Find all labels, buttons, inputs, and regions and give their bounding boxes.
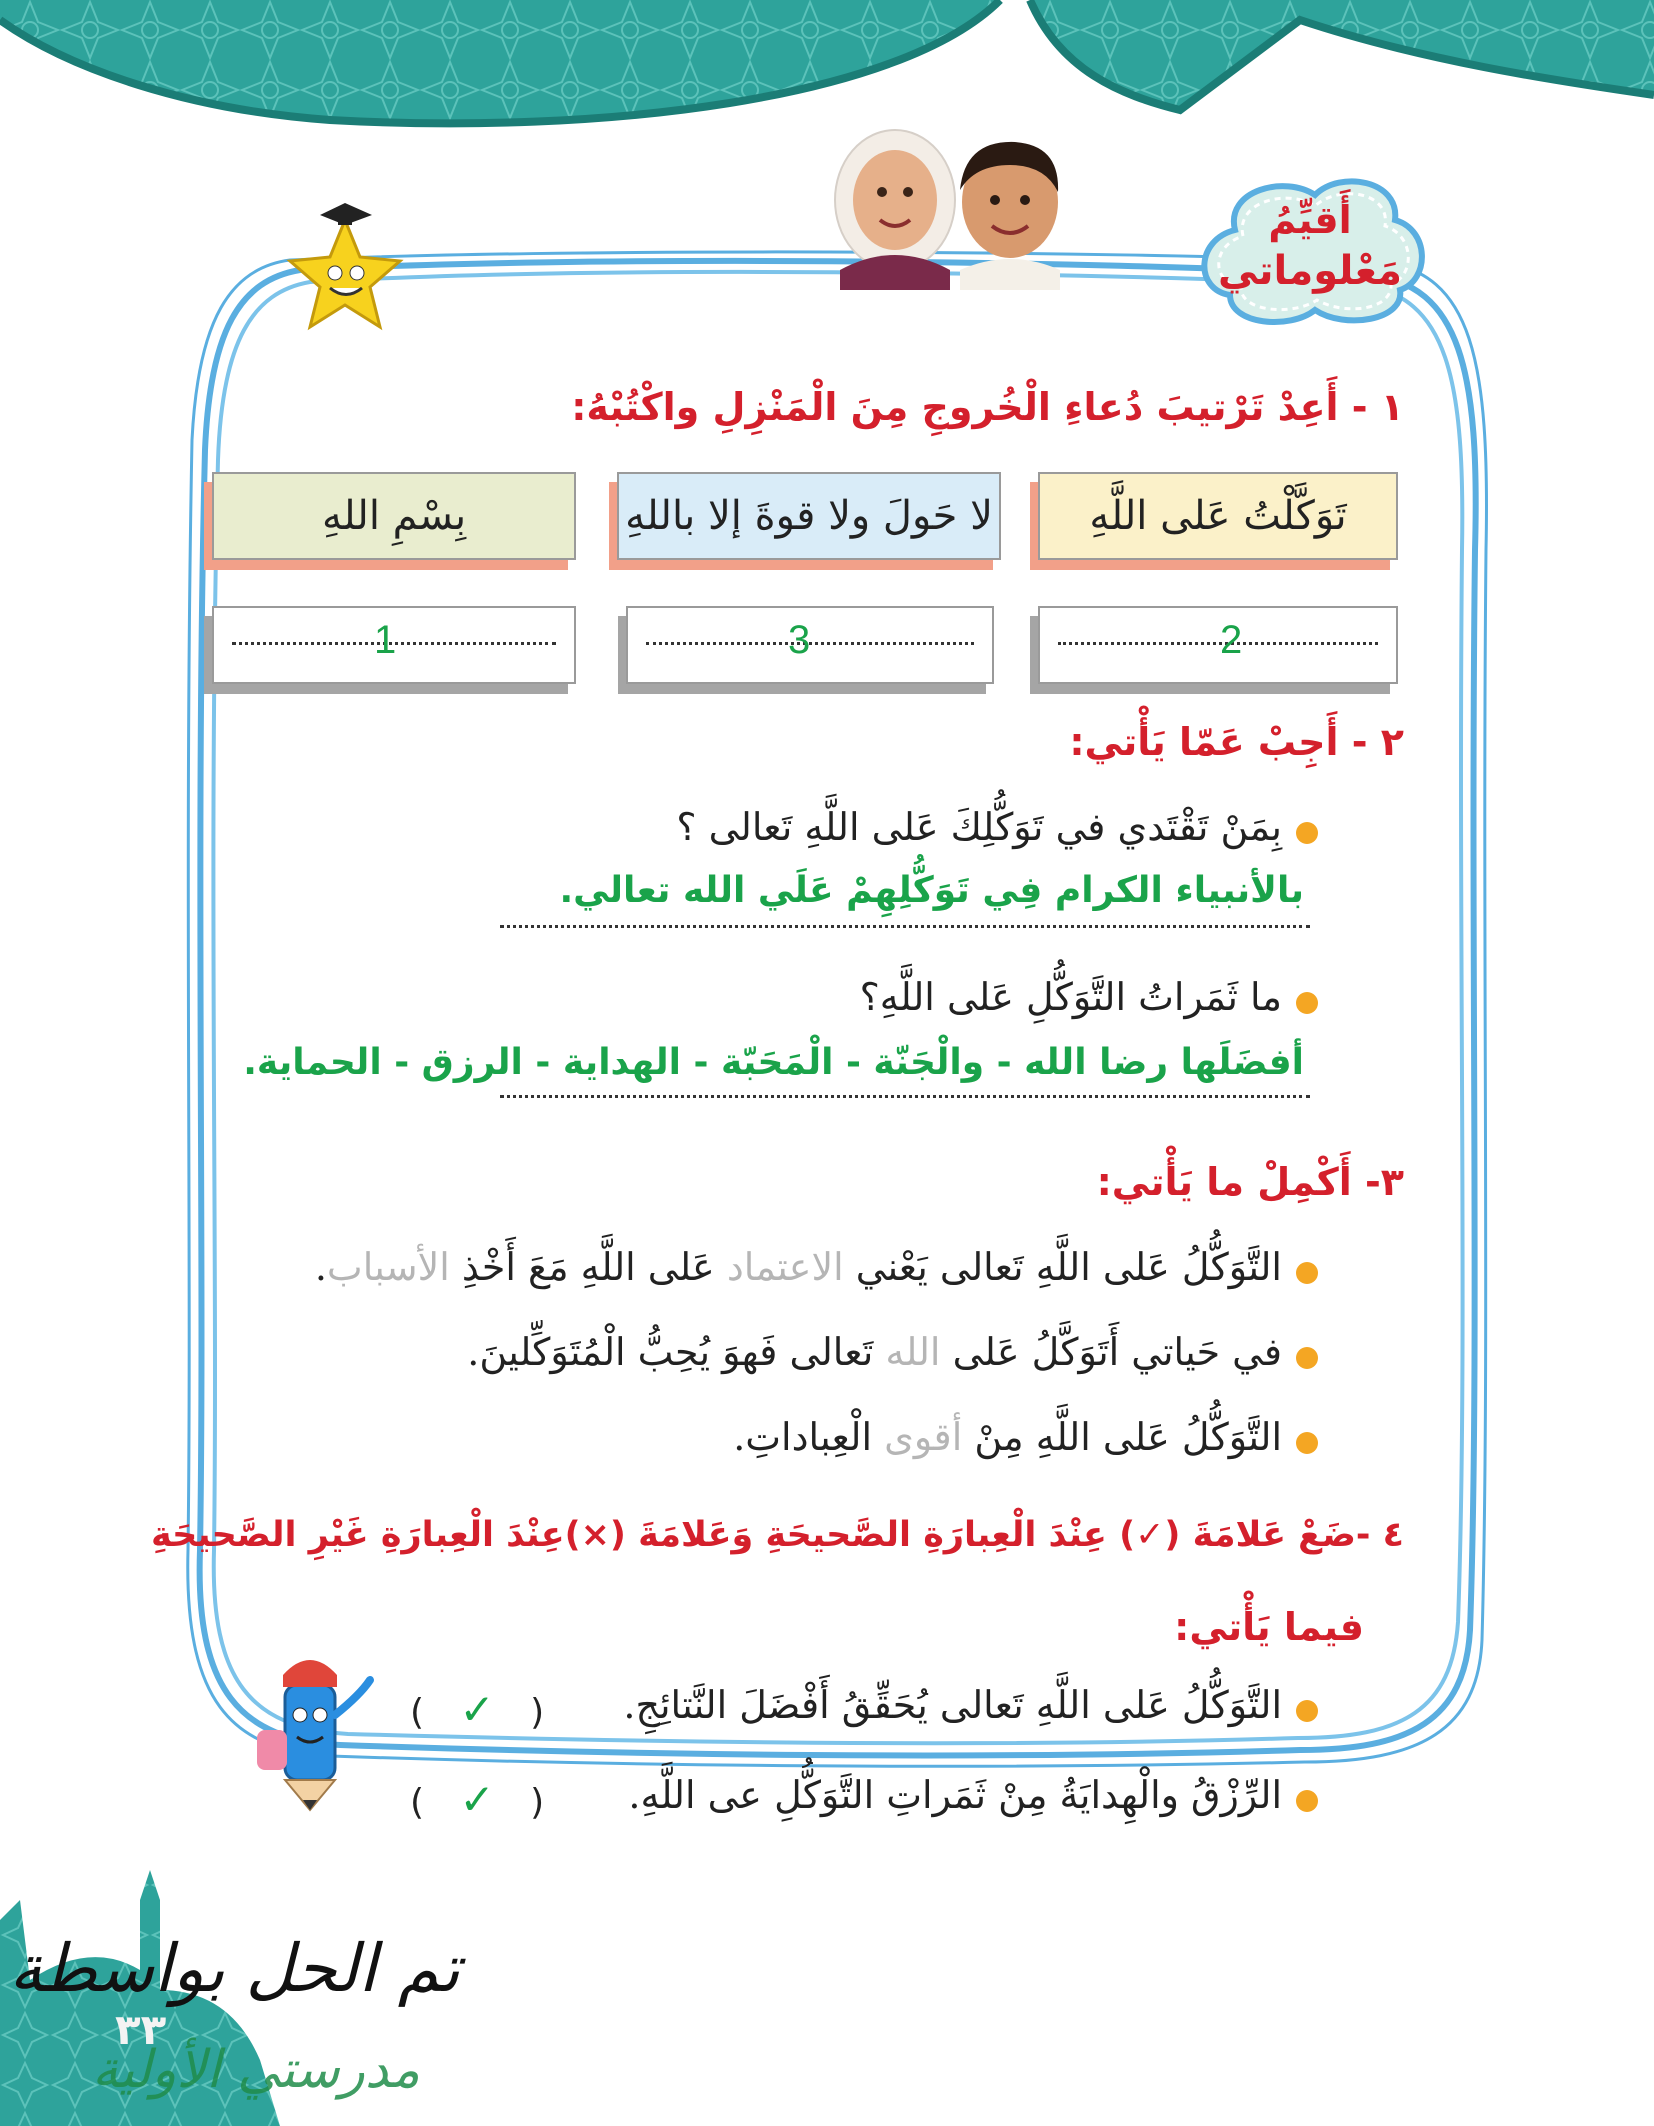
q3-sentence-1 [315,1245,1282,1289]
pencil-mascot-icon [245,1645,385,1815]
q3-text: التَّوَكُّلُ عَلى اللَّهِ تَعالى يَعْني [855,1245,1282,1289]
q3-sentence-3 [733,1415,1282,1459]
children-illustration [820,120,1090,290]
q3-sentence-2 [467,1330,1282,1374]
q1-title: ١ - أَعِدْ تَرْتيبَ دُعاءِ الْخُروجِ مِنَ الْمَنْزِلِ واكْتُبْهُ: [571,385,1404,429]
signature-line2: مدرستي الأولية [91,2040,420,2100]
q3-text: . [314,1245,327,1289]
word-card-text: بِسْمِ اللهِ [321,493,467,539]
q4-statement-2: الرِّزْقُ والْهِدايَةُ مِنْ ثَمَراتِ التَّوَكُّلِ عى اللَّهِ. [628,1773,1282,1817]
bullet-icon [1296,1700,1318,1722]
q3-fill[interactable]: الأسباب [326,1245,450,1289]
answer-parentheses[interactable] [410,1775,544,1824]
section-badge [1195,170,1425,330]
solution-signature [0,1930,480,2120]
answer-parentheses[interactable] [410,1685,544,1734]
star-mascot-icon [280,185,410,335]
q4-statement-1: التَّوَكُّلُ عَلى اللَّهِ تَعالى يُحَقِّقُ أَفْضَلَ النَّتائِجِ. [623,1683,1282,1727]
badge-line1: أَقيِّمُ [1268,198,1352,242]
bullet-icon [1296,1432,1318,1454]
order-number: 1 [374,618,397,662]
page-number: ٣٣ [115,2005,167,2054]
word-card-text: تَوَكَّلْتُ عَلى اللَّهِ [1089,493,1347,539]
order-answer-box[interactable] [626,606,994,684]
order-number: 3 [788,618,811,662]
bullet-icon [1296,822,1318,844]
dotted-line [1058,642,1378,645]
q2-question-1: بِمَنْ تَقْتَدي في تَوَكُّلِكَ عَلى اللَّهِ تَعالى ؟ [676,805,1282,849]
q3-text: تَعالى فَهوَ يُحِبُّ الْمُتَوَكِّلينَ. [467,1330,874,1374]
answer-dotted-line [500,925,1310,928]
bullet-icon [1296,1347,1318,1369]
bullet-icon [1296,1790,1318,1812]
bullet-icon [1296,1262,1318,1284]
order-answer-box[interactable] [212,606,576,684]
q4-title: ٤ -ضَعْ عَلامَةَ (✓) عِنْدَ الْعِبارَةِ الصَّحيحَةِ وَعَلامَةَ (×)عِنْدَ الْعِبارَةِ غَيْرِ الصَّحيحَةِ [150,1515,1404,1555]
paren-close: ) [530,1692,545,1733]
check-icon: ✓ [459,1775,495,1824]
q3-text: في حَياتي أَتَوَكَّلُ عَلى [952,1330,1282,1374]
q4-title-line2: فيما يَأْتي: [1174,1605,1364,1649]
word-card-tawakkaltu[interactable] [1038,472,1398,560]
answer-dotted-line [500,1095,1310,1098]
order-number: 2 [1220,618,1243,662]
q2-answer-1[interactable]: بالأنبياء الكرام فِي تَوَكُّلِهِمْ عَلَي الله تعالي. [559,870,1304,911]
q3-text: عَلى اللَّهِ مَعَ أَخْذِ [461,1245,715,1289]
q3-text: التَّوَكُّلُ عَلى اللَّهِ مِنْ [974,1415,1282,1459]
q3-text: الْعِباداتِ. [733,1415,873,1459]
signature-line1: تم الحل بواسطة [9,1930,460,2007]
q3-fill[interactable]: أقوى [884,1415,963,1459]
paren-close: ) [530,1782,545,1823]
word-card-la-hawla[interactable] [617,472,1001,560]
q3-fill[interactable]: الاعتماد [726,1245,844,1289]
word-card-bismillah[interactable] [212,472,576,560]
badge-line2: مَعْلوماتي [1217,248,1403,294]
word-card-text: لا حَولَ ولا قوةَ إلا باللهِ [625,493,993,539]
check-icon: ✓ [459,1685,495,1734]
order-answer-box[interactable] [1038,606,1398,684]
bullet-icon [1296,992,1318,1014]
q3-title: ٣- أَكْمِلْ ما يَأْتي: [1096,1160,1404,1204]
paren-open: ( [410,1782,425,1823]
q2-question-2: ما ثَمَراتُ التَّوَكُّلِ عَلى اللَّهِ؟ [859,975,1282,1019]
paren-open: ( [410,1692,425,1733]
q2-title: ٢ - أَجِبْ عَمّا يَأْتي: [1069,720,1404,764]
q2-answer-2[interactable]: أفضَلَها رضا الله - والْجَنّة - الْمَحَبّة - الهداية - الرزق - الحماية. [243,1042,1304,1083]
q3-fill[interactable]: الله [885,1330,941,1374]
